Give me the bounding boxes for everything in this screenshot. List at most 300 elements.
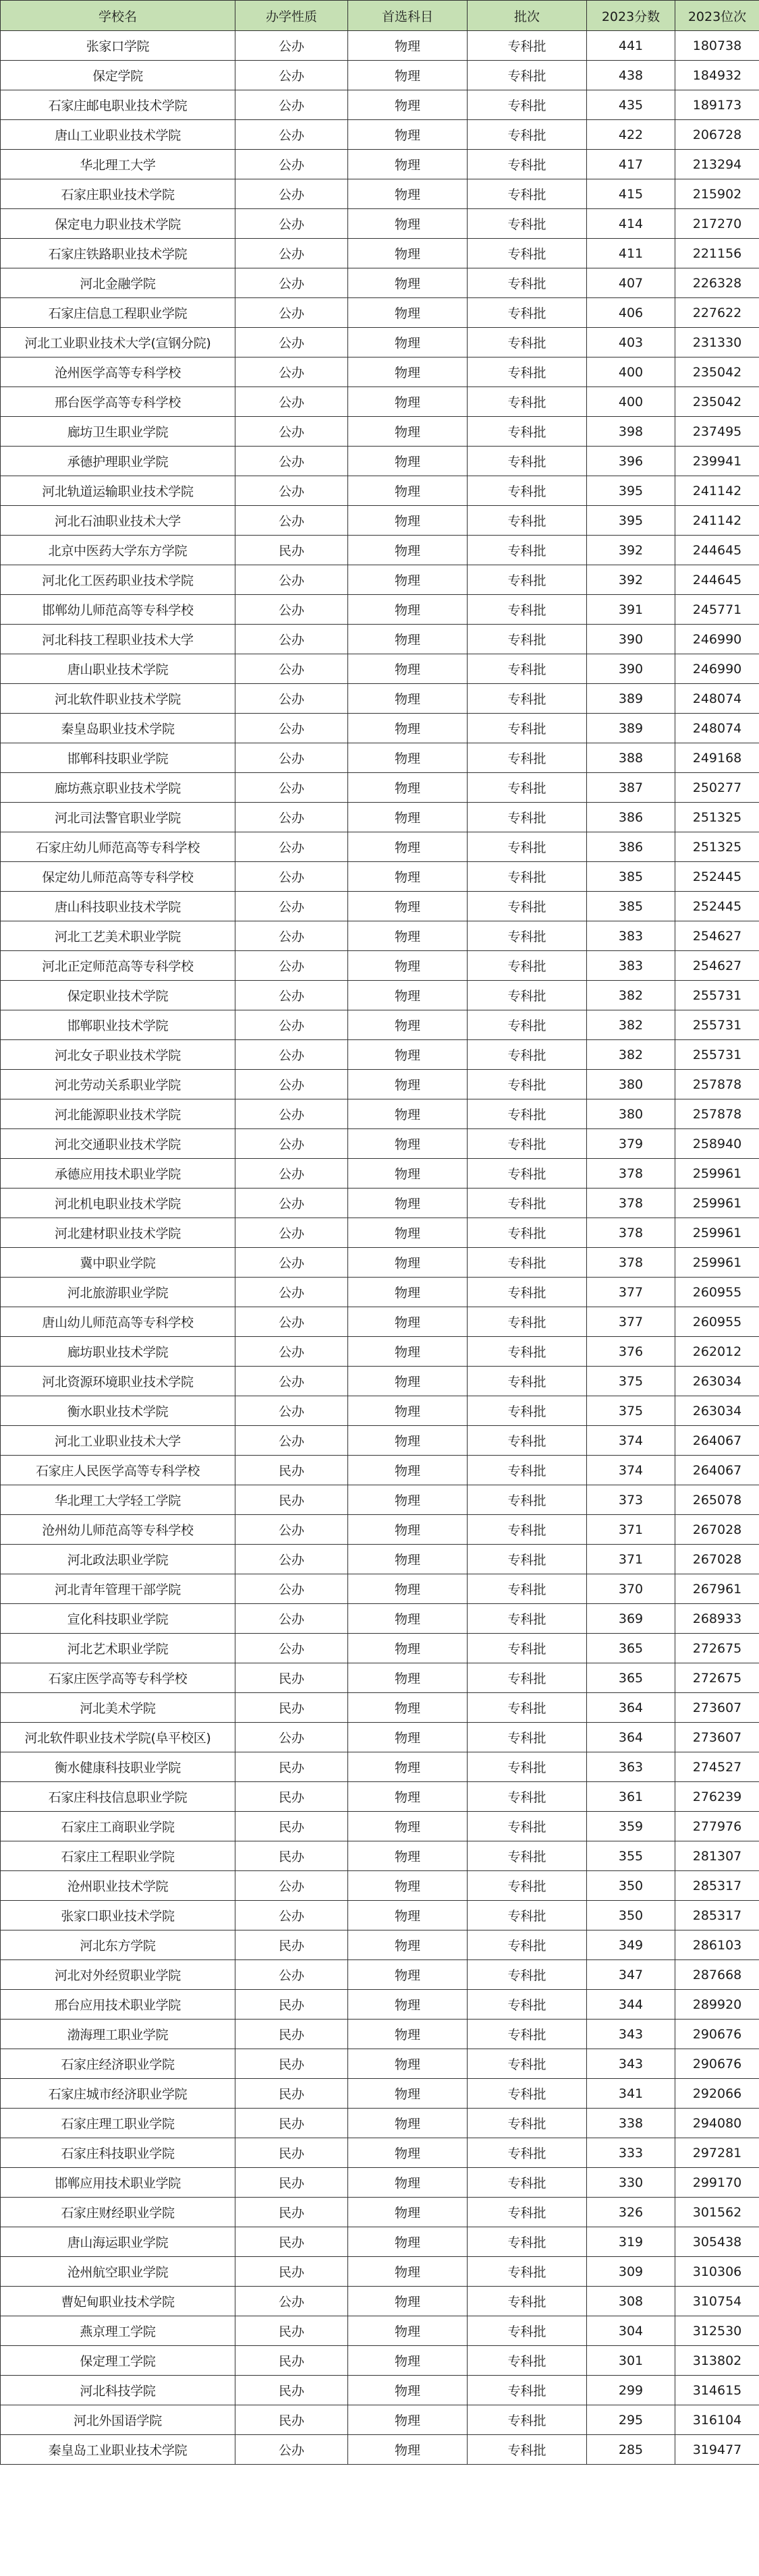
school-name-cell: 石家庄工商职业学院 bbox=[1, 1812, 235, 1841]
rank-cell: 276239 bbox=[675, 1782, 759, 1812]
batch-cell: 专科批 bbox=[468, 1159, 587, 1189]
school-type-cell: 公办 bbox=[235, 773, 348, 803]
table-row bbox=[1, 1841, 759, 1871]
school-name-cell: 河北青年管理干部学院 bbox=[1, 1574, 235, 1604]
school-type-cell: 公办 bbox=[235, 1189, 348, 1218]
batch-cell: 专科批 bbox=[468, 1218, 587, 1248]
score-cell: 386 bbox=[587, 803, 675, 832]
score-cell: 385 bbox=[587, 862, 675, 892]
school-type-cell: 民办 bbox=[235, 2049, 348, 2079]
score-cell: 388 bbox=[587, 743, 675, 773]
rank-cell: 289920 bbox=[675, 1990, 759, 2020]
school-name-cell: 石家庄科技职业学院 bbox=[1, 2138, 235, 2168]
school-type-cell: 公办 bbox=[235, 684, 348, 714]
table-row bbox=[1, 1129, 759, 1159]
rank-cell: 274527 bbox=[675, 1752, 759, 1782]
rank-cell: 267961 bbox=[675, 1574, 759, 1604]
school-type-cell: 公办 bbox=[235, 1723, 348, 1752]
table-row bbox=[1, 61, 759, 90]
primary-subject-cell: 物理 bbox=[348, 1693, 468, 1723]
table-row bbox=[1, 595, 759, 625]
batch-cell: 专科批 bbox=[468, 2138, 587, 2168]
table-body bbox=[1, 31, 759, 2465]
table-row bbox=[1, 951, 759, 981]
school-name-cell: 河北对外经贸职业学院 bbox=[1, 1960, 235, 1990]
primary-subject-cell: 物理 bbox=[348, 1634, 468, 1663]
school-type-cell: 公办 bbox=[235, 120, 348, 150]
primary-subject-cell: 物理 bbox=[348, 2287, 468, 2316]
table-row bbox=[1, 120, 759, 150]
primary-subject-cell: 物理 bbox=[348, 2198, 468, 2227]
batch-cell: 专科批 bbox=[468, 2405, 587, 2435]
rank-cell: 184932 bbox=[675, 61, 759, 90]
school-type-cell: 民办 bbox=[235, 1456, 348, 1485]
rank-cell: 248074 bbox=[675, 714, 759, 743]
school-type-cell: 公办 bbox=[235, 1396, 348, 1426]
school-name-cell: 石家庄人民医学高等专科学校 bbox=[1, 1456, 235, 1485]
score-cell: 309 bbox=[587, 2257, 675, 2287]
table-row bbox=[1, 1663, 759, 1693]
primary-subject-cell: 物理 bbox=[348, 951, 468, 981]
school-name-cell: 石家庄邮电职业技术学院 bbox=[1, 90, 235, 120]
school-type-cell: 公办 bbox=[235, 1634, 348, 1663]
batch-cell: 专科批 bbox=[468, 2198, 587, 2227]
table-row bbox=[1, 357, 759, 387]
school-type-cell: 民办 bbox=[235, 2198, 348, 2227]
score-cell: 378 bbox=[587, 1159, 675, 1189]
school-name-cell: 河北金融学院 bbox=[1, 268, 235, 298]
primary-subject-cell: 物理 bbox=[348, 387, 468, 417]
table-row bbox=[1, 1337, 759, 1367]
score-cell: 392 bbox=[587, 536, 675, 565]
primary-subject-cell: 物理 bbox=[348, 1159, 468, 1189]
primary-subject-cell: 物理 bbox=[348, 2168, 468, 2198]
school-name-cell: 保定学院 bbox=[1, 61, 235, 90]
batch-cell: 专科批 bbox=[468, 1782, 587, 1812]
school-type-cell: 民办 bbox=[235, 1930, 348, 1960]
school-type-cell: 公办 bbox=[235, 1099, 348, 1129]
school-type-cell: 公办 bbox=[235, 1901, 348, 1930]
score-cell: 365 bbox=[587, 1663, 675, 1693]
primary-subject-cell: 物理 bbox=[348, 921, 468, 951]
rank-cell: 254627 bbox=[675, 951, 759, 981]
batch-cell: 专科批 bbox=[468, 506, 587, 536]
school-name-cell: 石家庄职业技术学院 bbox=[1, 179, 235, 209]
rank-cell: 294080 bbox=[675, 2109, 759, 2138]
school-name-cell: 河北工业职业技术大学 bbox=[1, 1426, 235, 1456]
table-row bbox=[1, 209, 759, 239]
school-name-cell: 沧州职业技术学院 bbox=[1, 1871, 235, 1901]
rank-cell: 292066 bbox=[675, 2079, 759, 2109]
primary-subject-cell: 物理 bbox=[348, 31, 468, 61]
school-type-cell: 公办 bbox=[235, 1604, 348, 1634]
school-type-cell: 公办 bbox=[235, 1248, 348, 1278]
header-row bbox=[1, 1, 759, 31]
rank-cell: 286103 bbox=[675, 1930, 759, 1960]
table-row bbox=[1, 2198, 759, 2227]
score-cell: 386 bbox=[587, 832, 675, 862]
school-name-cell: 曹妃甸职业技术学院 bbox=[1, 2287, 235, 2316]
school-type-cell: 公办 bbox=[235, 951, 348, 981]
score-cell: 343 bbox=[587, 2020, 675, 2049]
table-row bbox=[1, 536, 759, 565]
table-row bbox=[1, 684, 759, 714]
rank-cell: 237495 bbox=[675, 417, 759, 447]
table-row bbox=[1, 981, 759, 1010]
school-type-cell: 民办 bbox=[235, 2109, 348, 2138]
table-row bbox=[1, 1010, 759, 1040]
school-name-cell: 渤海理工职业学院 bbox=[1, 2020, 235, 2049]
primary-subject-cell: 物理 bbox=[348, 2020, 468, 2049]
primary-subject-cell: 物理 bbox=[348, 1396, 468, 1426]
school-type-cell: 公办 bbox=[235, 862, 348, 892]
school-type-cell: 公办 bbox=[235, 1545, 348, 1574]
score-cell: 378 bbox=[587, 1218, 675, 1248]
score-cell: 406 bbox=[587, 298, 675, 328]
batch-cell: 专科批 bbox=[468, 1010, 587, 1040]
score-cell: 380 bbox=[587, 1099, 675, 1129]
school-name-cell: 唐山幼儿师范高等专科学校 bbox=[1, 1307, 235, 1337]
rank-cell: 226328 bbox=[675, 268, 759, 298]
rank-cell: 287668 bbox=[675, 1960, 759, 1990]
school-type-cell: 公办 bbox=[235, 1129, 348, 1159]
school-type-cell: 公办 bbox=[235, 1367, 348, 1396]
batch-cell: 专科批 bbox=[468, 1574, 587, 1604]
school-type-cell: 民办 bbox=[235, 1663, 348, 1693]
table-row bbox=[1, 1604, 759, 1634]
primary-subject-cell: 物理 bbox=[348, 1990, 468, 2020]
table-row bbox=[1, 2405, 759, 2435]
school-type-cell: 公办 bbox=[235, 1278, 348, 1307]
score-cell: 378 bbox=[587, 1248, 675, 1278]
rank-cell: 258940 bbox=[675, 1129, 759, 1159]
score-cell: 380 bbox=[587, 1070, 675, 1099]
school-type-cell: 公办 bbox=[235, 981, 348, 1010]
score-cell: 359 bbox=[587, 1812, 675, 1841]
batch-cell: 专科批 bbox=[468, 921, 587, 951]
batch-cell: 专科批 bbox=[468, 1723, 587, 1752]
primary-subject-cell: 物理 bbox=[348, 61, 468, 90]
school-type-cell: 民办 bbox=[235, 2227, 348, 2257]
school-type-cell: 公办 bbox=[235, 1070, 348, 1099]
primary-subject-cell: 物理 bbox=[348, 1515, 468, 1545]
rank-cell: 259961 bbox=[675, 1248, 759, 1278]
batch-cell: 专科批 bbox=[468, 1634, 587, 1663]
school-name-cell: 唐山科技职业技术学院 bbox=[1, 892, 235, 921]
rank-cell: 285317 bbox=[675, 1871, 759, 1901]
batch-cell: 专科批 bbox=[468, 1930, 587, 1960]
score-cell: 347 bbox=[587, 1960, 675, 1990]
school-name-cell: 唐山海运职业学院 bbox=[1, 2227, 235, 2257]
school-name-cell: 邢台应用技术职业学院 bbox=[1, 1990, 235, 2020]
table-row bbox=[1, 1752, 759, 1782]
school-name-cell: 衡水职业技术学院 bbox=[1, 1396, 235, 1426]
primary-subject-cell: 物理 bbox=[348, 1663, 468, 1693]
school-name-cell: 石家庄信息工程职业学院 bbox=[1, 298, 235, 328]
table-row bbox=[1, 2346, 759, 2376]
primary-subject-cell: 物理 bbox=[348, 1545, 468, 1574]
score-cell: 390 bbox=[587, 654, 675, 684]
primary-subject-cell: 物理 bbox=[348, 1307, 468, 1337]
table-row bbox=[1, 1812, 759, 1841]
batch-cell: 专科批 bbox=[468, 625, 587, 654]
school-name-cell: 河北机电职业技术学院 bbox=[1, 1189, 235, 1218]
score-cell: 382 bbox=[587, 981, 675, 1010]
primary-subject-cell: 物理 bbox=[348, 179, 468, 209]
school-name-cell: 河北工业职业技术大学(宣钢分院) bbox=[1, 328, 235, 357]
school-type-cell: 公办 bbox=[235, 743, 348, 773]
score-cell: 395 bbox=[587, 506, 675, 536]
school-name-cell: 河北美术学院 bbox=[1, 1693, 235, 1723]
batch-cell: 专科批 bbox=[468, 536, 587, 565]
score-cell: 304 bbox=[587, 2316, 675, 2346]
table-row bbox=[1, 1278, 759, 1307]
school-type-cell: 公办 bbox=[235, 209, 348, 239]
rank-cell: 235042 bbox=[675, 387, 759, 417]
rank-cell: 260955 bbox=[675, 1307, 759, 1337]
score-cell: 301 bbox=[587, 2346, 675, 2376]
score-cell: 377 bbox=[587, 1307, 675, 1337]
rank-cell: 257878 bbox=[675, 1070, 759, 1099]
rank-cell: 285317 bbox=[675, 1901, 759, 1930]
primary-subject-cell: 物理 bbox=[348, 684, 468, 714]
batch-cell: 专科批 bbox=[468, 981, 587, 1010]
primary-subject-cell: 物理 bbox=[348, 743, 468, 773]
rank-cell: 310306 bbox=[675, 2257, 759, 2287]
table-row bbox=[1, 1099, 759, 1129]
school-name-cell: 廊坊卫生职业学院 bbox=[1, 417, 235, 447]
table-row bbox=[1, 2109, 759, 2138]
score-cell: 400 bbox=[587, 387, 675, 417]
table-row bbox=[1, 417, 759, 447]
primary-subject-cell: 物理 bbox=[348, 328, 468, 357]
primary-subject-cell: 物理 bbox=[348, 1812, 468, 1841]
score-cell: 398 bbox=[587, 417, 675, 447]
school-name-cell: 河北外国语学院 bbox=[1, 2405, 235, 2435]
school-name-cell: 唐山工业职业技术学院 bbox=[1, 120, 235, 150]
school-type-cell: 民办 bbox=[235, 1485, 348, 1515]
primary-subject-cell: 物理 bbox=[348, 1367, 468, 1396]
header-school-name: 学校名 bbox=[1, 1, 235, 31]
school-name-cell: 承德护理职业学院 bbox=[1, 447, 235, 476]
school-type-cell: 民办 bbox=[235, 1841, 348, 1871]
school-name-cell: 河北资源环境职业技术学院 bbox=[1, 1367, 235, 1396]
primary-subject-cell: 物理 bbox=[348, 268, 468, 298]
rank-cell: 180738 bbox=[675, 31, 759, 61]
primary-subject-cell: 物理 bbox=[348, 1426, 468, 1456]
school-name-cell: 邯郸应用技术职业学院 bbox=[1, 2168, 235, 2198]
school-type-cell: 公办 bbox=[235, 1218, 348, 1248]
school-name-cell: 宣化科技职业学院 bbox=[1, 1604, 235, 1634]
school-name-cell: 石家庄财经职业学院 bbox=[1, 2198, 235, 2227]
batch-cell: 专科批 bbox=[468, 1099, 587, 1129]
school-type-cell: 公办 bbox=[235, 803, 348, 832]
batch-cell: 专科批 bbox=[468, 2020, 587, 2049]
score-cell: 396 bbox=[587, 447, 675, 476]
school-name-cell: 石家庄医学高等专科学校 bbox=[1, 1663, 235, 1693]
score-cell: 365 bbox=[587, 1634, 675, 1663]
table-row bbox=[1, 1218, 759, 1248]
school-name-cell: 邯郸幼儿师范高等专科学校 bbox=[1, 595, 235, 625]
batch-cell: 专科批 bbox=[468, 862, 587, 892]
batch-cell: 专科批 bbox=[468, 1871, 587, 1901]
header-primary-subject: 首选科目 bbox=[348, 1, 468, 31]
score-cell: 343 bbox=[587, 2049, 675, 2079]
rank-cell: 231330 bbox=[675, 328, 759, 357]
score-cell: 422 bbox=[587, 120, 675, 150]
rank-cell: 245771 bbox=[675, 595, 759, 625]
school-name-cell: 邯郸科技职业学院 bbox=[1, 743, 235, 773]
school-name-cell: 河北劳动关系职业学院 bbox=[1, 1070, 235, 1099]
table-row bbox=[1, 2049, 759, 2079]
primary-subject-cell: 物理 bbox=[348, 1723, 468, 1752]
school-type-cell: 公办 bbox=[235, 595, 348, 625]
table-header bbox=[1, 1, 759, 31]
table-row bbox=[1, 1574, 759, 1604]
batch-cell: 专科批 bbox=[468, 2346, 587, 2376]
score-cell: 319 bbox=[587, 2227, 675, 2257]
rank-cell: 255731 bbox=[675, 1010, 759, 1040]
score-cell: 295 bbox=[587, 2405, 675, 2435]
batch-cell: 专科批 bbox=[468, 1337, 587, 1367]
rank-cell: 213294 bbox=[675, 150, 759, 179]
primary-subject-cell: 物理 bbox=[348, 803, 468, 832]
batch-cell: 专科批 bbox=[468, 1901, 587, 1930]
rank-cell: 215902 bbox=[675, 179, 759, 209]
batch-cell: 专科批 bbox=[468, 150, 587, 179]
score-cell: 299 bbox=[587, 2376, 675, 2405]
school-name-cell: 石家庄科技信息职业学院 bbox=[1, 1782, 235, 1812]
primary-subject-cell: 物理 bbox=[348, 1841, 468, 1871]
primary-subject-cell: 物理 bbox=[348, 2049, 468, 2079]
school-name-cell: 张家口学院 bbox=[1, 31, 235, 61]
score-cell: 411 bbox=[587, 239, 675, 268]
table-row bbox=[1, 1070, 759, 1099]
rank-cell: 297281 bbox=[675, 2138, 759, 2168]
primary-subject-cell: 物理 bbox=[348, 1010, 468, 1040]
score-cell: 400 bbox=[587, 357, 675, 387]
school-type-cell: 公办 bbox=[235, 61, 348, 90]
primary-subject-cell: 物理 bbox=[348, 1099, 468, 1129]
table-row bbox=[1, 743, 759, 773]
primary-subject-cell: 物理 bbox=[348, 595, 468, 625]
batch-cell: 专科批 bbox=[468, 2316, 587, 2346]
school-type-cell: 公办 bbox=[235, 357, 348, 387]
school-type-cell: 公办 bbox=[235, 1960, 348, 1990]
school-name-cell: 河北科技工程职业技术大学 bbox=[1, 625, 235, 654]
school-type-cell: 公办 bbox=[235, 1159, 348, 1189]
batch-cell: 专科批 bbox=[468, 2168, 587, 2198]
school-type-cell: 公办 bbox=[235, 921, 348, 951]
batch-cell: 专科批 bbox=[468, 2079, 587, 2109]
school-name-cell: 河北软件职业技术学院 bbox=[1, 684, 235, 714]
batch-cell: 专科批 bbox=[468, 1960, 587, 1990]
primary-subject-cell: 物理 bbox=[348, 2346, 468, 2376]
table-row bbox=[1, 2435, 759, 2465]
table-row bbox=[1, 803, 759, 832]
score-cell: 363 bbox=[587, 1752, 675, 1782]
school-name-cell: 石家庄经济职业学院 bbox=[1, 2049, 235, 2079]
table-row bbox=[1, 2168, 759, 2198]
primary-subject-cell: 物理 bbox=[348, 209, 468, 239]
rank-cell: 252445 bbox=[675, 892, 759, 921]
rank-cell: 249168 bbox=[675, 743, 759, 773]
batch-cell: 专科批 bbox=[468, 298, 587, 328]
rank-cell: 260955 bbox=[675, 1278, 759, 1307]
score-cell: 407 bbox=[587, 268, 675, 298]
primary-subject-cell: 物理 bbox=[348, 1189, 468, 1218]
school-name-cell: 河北建材职业技术学院 bbox=[1, 1218, 235, 1248]
score-cell: 285 bbox=[587, 2435, 675, 2465]
table-row bbox=[1, 1990, 759, 2020]
school-name-cell: 衡水健康科技职业学院 bbox=[1, 1752, 235, 1782]
school-name-cell: 河北科技学院 bbox=[1, 2376, 235, 2405]
table-row bbox=[1, 1189, 759, 1218]
score-cell: 330 bbox=[587, 2168, 675, 2198]
primary-subject-cell: 物理 bbox=[348, 447, 468, 476]
school-type-cell: 民办 bbox=[235, 1782, 348, 1812]
table-row bbox=[1, 239, 759, 268]
score-cell: 414 bbox=[587, 209, 675, 239]
batch-cell: 专科批 bbox=[468, 951, 587, 981]
school-type-cell: 公办 bbox=[235, 268, 348, 298]
primary-subject-cell: 物理 bbox=[348, 625, 468, 654]
rank-cell: 254627 bbox=[675, 921, 759, 951]
score-cell: 350 bbox=[587, 1901, 675, 1930]
table-row bbox=[1, 2257, 759, 2287]
school-name-cell: 石家庄理工职业学院 bbox=[1, 2109, 235, 2138]
batch-cell: 专科批 bbox=[468, 1129, 587, 1159]
batch-cell: 专科批 bbox=[468, 1515, 587, 1545]
rank-cell: 257878 bbox=[675, 1099, 759, 1129]
table-row bbox=[1, 1723, 759, 1752]
rank-cell: 244645 bbox=[675, 536, 759, 565]
batch-cell: 专科批 bbox=[468, 1189, 587, 1218]
score-cell: 392 bbox=[587, 565, 675, 595]
score-cell: 379 bbox=[587, 1129, 675, 1159]
school-type-cell: 公办 bbox=[235, 832, 348, 862]
primary-subject-cell: 物理 bbox=[348, 1782, 468, 1812]
school-name-cell: 邯郸职业技术学院 bbox=[1, 1010, 235, 1040]
score-cell: 417 bbox=[587, 150, 675, 179]
rank-cell: 281307 bbox=[675, 1841, 759, 1871]
score-cell: 376 bbox=[587, 1337, 675, 1367]
batch-cell: 专科批 bbox=[468, 1367, 587, 1396]
table-row bbox=[1, 2316, 759, 2346]
batch-cell: 专科批 bbox=[468, 892, 587, 921]
score-cell: 403 bbox=[587, 328, 675, 357]
rank-cell: 255731 bbox=[675, 981, 759, 1010]
school-type-cell: 民办 bbox=[235, 2316, 348, 2346]
school-type-cell: 民办 bbox=[235, 2376, 348, 2405]
primary-subject-cell: 物理 bbox=[348, 2138, 468, 2168]
table-row bbox=[1, 1960, 759, 1990]
table-row bbox=[1, 476, 759, 506]
rank-cell: 241142 bbox=[675, 476, 759, 506]
batch-cell: 专科批 bbox=[468, 803, 587, 832]
school-type-cell: 民办 bbox=[235, 1812, 348, 1841]
school-name-cell: 沧州幼儿师范高等专科学校 bbox=[1, 1515, 235, 1545]
batch-cell: 专科批 bbox=[468, 743, 587, 773]
school-name-cell: 河北工艺美术职业学院 bbox=[1, 921, 235, 951]
rank-cell: 265078 bbox=[675, 1485, 759, 1515]
rank-cell: 244645 bbox=[675, 565, 759, 595]
table-row bbox=[1, 1040, 759, 1070]
school-type-cell: 民办 bbox=[235, 2257, 348, 2287]
primary-subject-cell: 物理 bbox=[348, 1337, 468, 1367]
score-cell: 385 bbox=[587, 892, 675, 921]
batch-cell: 专科批 bbox=[468, 1307, 587, 1337]
